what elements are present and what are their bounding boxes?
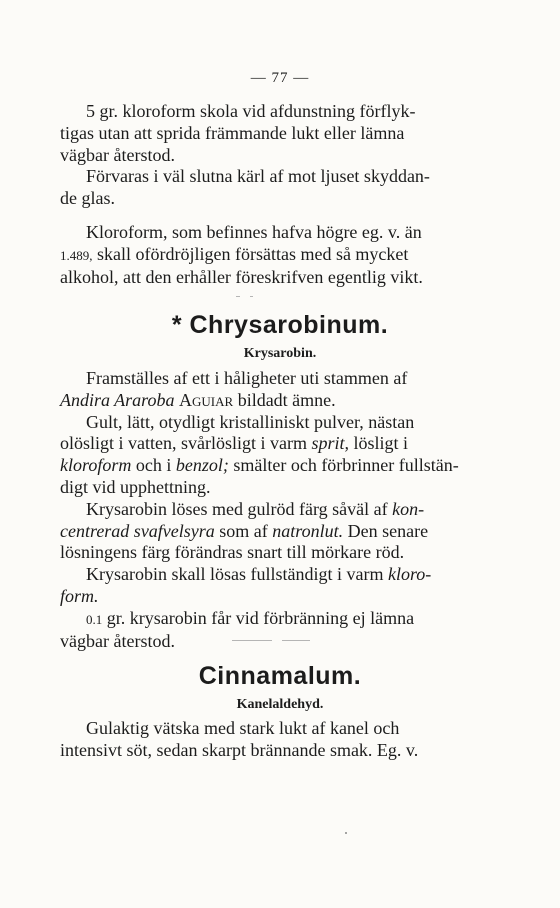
paragraph: Krysarobin löses med gulröd färg såväl af kon- centrerad svafvelsyra som af natronlut. Den senare lösningens färg förändras snart till mörkare röd.: [60, 498, 429, 563]
separator-rule: [232, 640, 272, 641]
separator-mark: [236, 296, 240, 297]
paragraph: Krysarobin skall lösas fullständigt i varm kloro- form.: [60, 564, 432, 606]
paragraph: Gult, lätt, otydligt kristalliniskt pulver, nästan olösligt i vatten, svårlösligt i varm sprit, lösligt i kloroform och i benzol; smälter och förbrinner fullstän- digt vid upphettning.: [60, 411, 459, 497]
section-heading-cinnamalum: Cinnamalum.: [198, 662, 362, 690]
paper-speck: [345, 832, 347, 834]
kloroform-continuation: [60, 101, 482, 288]
section-subheading-krysarobin: Krysarobin.: [243, 346, 317, 361]
paragraph: Framställes af ett i håligheter uti stammen af Andira Araroba Aguiar bildadt ämne.: [60, 368, 408, 410]
cinnamalum-body: [60, 718, 482, 762]
paragraph: 0.1 gr. krysarobin får vid förbränning ej lämna vägbar återstod.: [60, 607, 415, 651]
paragraph: 5 gr. kloroform skola vid afdunstning förflyk- tigas utan att sprida främmande lukt eller lämna vägbar återstod.: [60, 101, 416, 165]
chrysarobinum-body: [60, 368, 482, 652]
section-subheading-kanelaldehyd: Kanelaldehyd.: [236, 697, 324, 712]
separator-mark: [250, 296, 253, 297]
paragraph: Förvaras i väl slutna kärl af mot ljuset skyddan- de glas.: [60, 166, 430, 209]
page-number: — 77 —: [250, 70, 310, 86]
section-heading-chrysarobinum: * Chrysarobinum.: [171, 311, 389, 339]
paragraph: Gulaktig vätska med stark lukt af kanel och intensivt söt, sedan skarpt brännande smak. Eg. v.: [60, 718, 419, 760]
paragraph: Kloroform, som befinnes hafva högre eg. v. än 1.489, skall ofördröjligen försättas med så mycket alkohol, att den erhåller föreskrifven egentlig vikt.: [60, 221, 423, 287]
separator-rule: [282, 640, 310, 641]
